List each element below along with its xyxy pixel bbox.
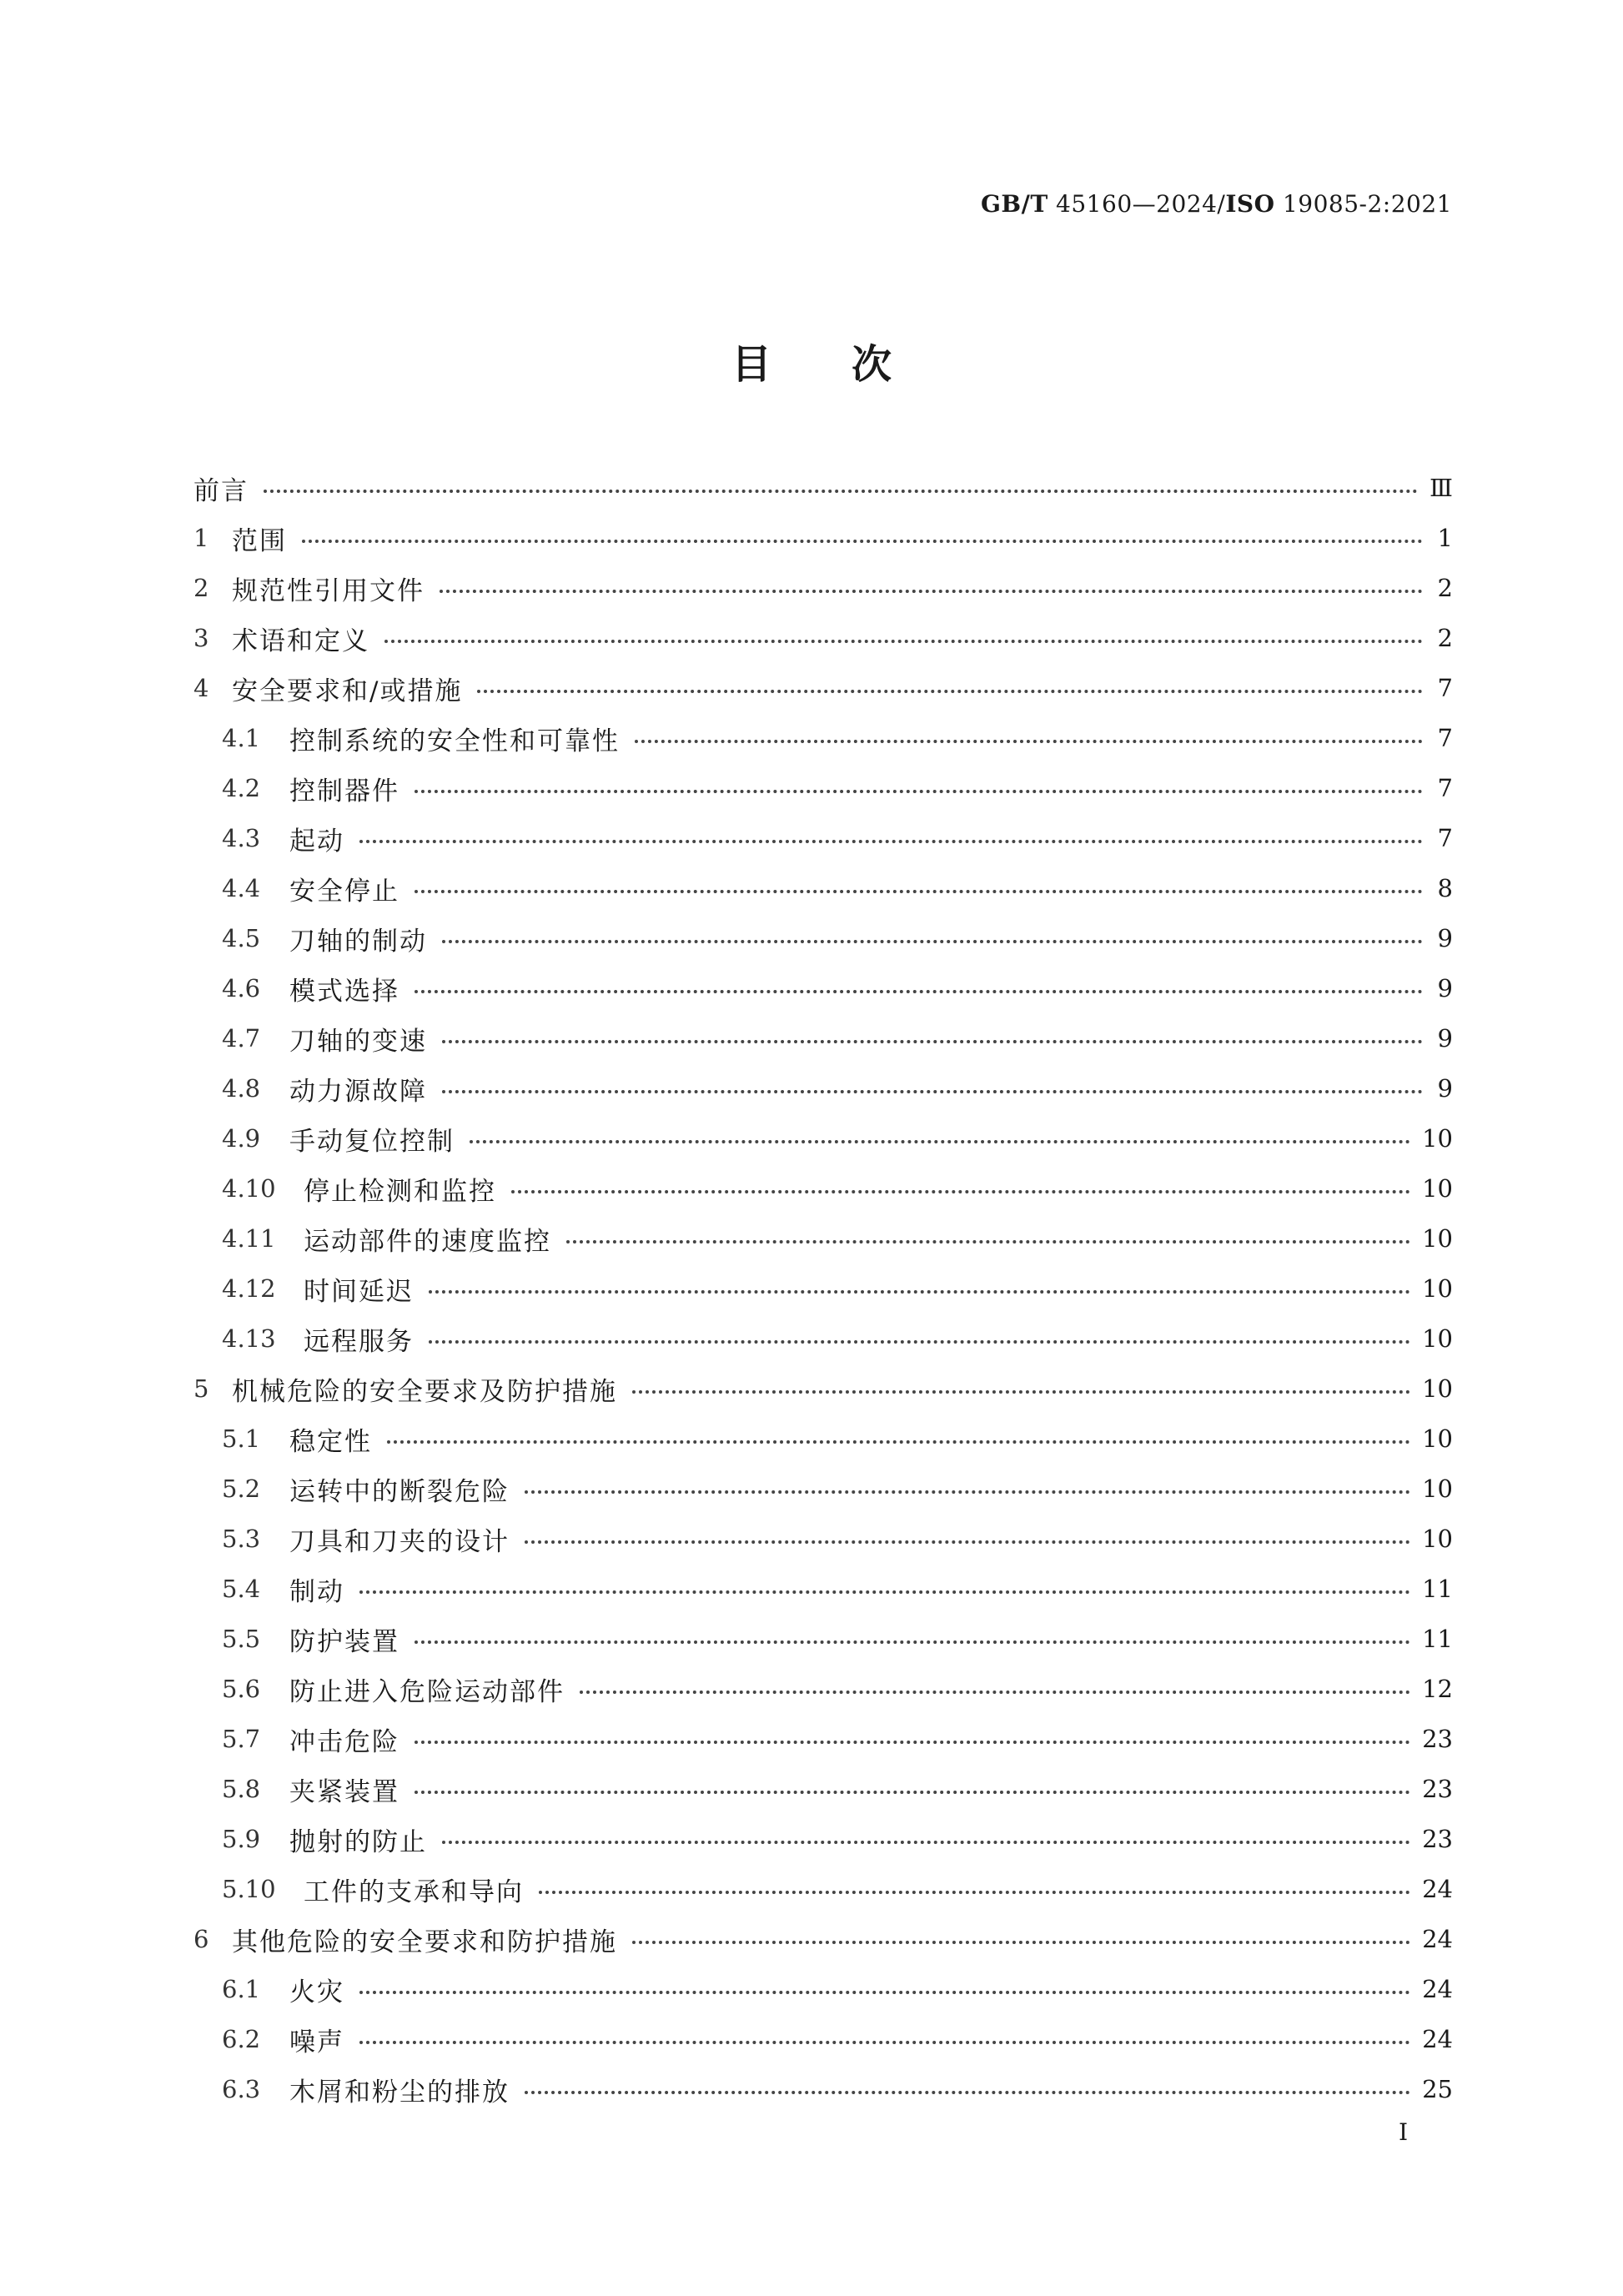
- dot-leader: [359, 2041, 1410, 2044]
- toc-entry-label: 机械危险的安全要求及防护措施: [232, 1376, 617, 1407]
- toc-entry-number: 5.8: [222, 1775, 261, 1803]
- toc-entry-number: 4.1: [222, 724, 261, 752]
- toc-entry-page: Ⅲ: [1430, 474, 1453, 502]
- toc-entry-page: 10: [1422, 1124, 1453, 1153]
- toc-entry-page: 9: [1437, 974, 1453, 1002]
- toc-entry-label: 夹紧装置: [289, 1776, 399, 1807]
- toc-entry[interactable]: [193, 1814, 1453, 1864]
- toc-entry[interactable]: [193, 1964, 1453, 2014]
- toc-entry-page: 8: [1437, 874, 1453, 902]
- toc-entry-page: 24: [1422, 1925, 1453, 1953]
- toc-entry[interactable]: [193, 1163, 1453, 1213]
- dot-leader: [415, 1640, 1410, 1644]
- toc-entry-page: 10: [1422, 1525, 1453, 1553]
- toc-entry-label: 规范性引用文件: [232, 575, 425, 606]
- dot-leader: [359, 1590, 1410, 1594]
- toc-entry-page: 7: [1437, 674, 1453, 702]
- toc-entry-label: 控制器件: [289, 776, 399, 806]
- toc-entry-page: 10: [1422, 1324, 1453, 1353]
- dot-leader: [415, 1791, 1410, 1794]
- toc-entry[interactable]: [193, 1013, 1453, 1063]
- dot-leader: [511, 1190, 1410, 1193]
- dot-leader: [525, 2091, 1410, 2094]
- dot-leader: [470, 1140, 1410, 1143]
- toc-entry-number: 5.9: [222, 1825, 261, 1853]
- dot-leader: [580, 1691, 1410, 1694]
- toc-entry[interactable]: [193, 1063, 1453, 1113]
- toc-entry[interactable]: [193, 2064, 1453, 2114]
- dot-leader: [442, 1090, 1423, 1093]
- toc-entry[interactable]: [193, 913, 1453, 963]
- dot-leader: [415, 890, 1423, 893]
- dot-leader: [442, 940, 1423, 943]
- toc-entry-label: 工件的支承和导向: [304, 1876, 524, 1907]
- toc-entry-label: 模式选择: [289, 976, 399, 1007]
- toc-entry[interactable]: [193, 513, 1453, 563]
- toc-entry-number: 5.5: [222, 1625, 261, 1653]
- toc-entry-label: 手动复位控制: [289, 1126, 455, 1157]
- dot-leader: [539, 1891, 1410, 1894]
- toc-entry-number: 4.4: [222, 874, 261, 902]
- toc-entry-label: 远程服务: [304, 1326, 414, 1357]
- toc-entry-number: 4.10: [222, 1174, 276, 1203]
- dot-leader: [635, 740, 1423, 743]
- toc-entry[interactable]: [193, 1314, 1453, 1364]
- toc-entry-page: 7: [1437, 774, 1453, 802]
- dot-leader: [440, 590, 1423, 593]
- toc-entry-number: 4.3: [222, 824, 261, 852]
- page-number: Ⅰ: [1398, 2118, 1408, 2146]
- toc-entry-label: 刀具和刀夹的设计: [289, 1526, 510, 1557]
- toc-entry-page: 9: [1437, 1074, 1453, 1103]
- toc-entry[interactable]: [193, 1914, 1453, 1964]
- toc-entry[interactable]: [193, 863, 1453, 913]
- toc-entry-number: 3: [193, 624, 209, 652]
- toc-entry-number: 5.7: [222, 1725, 261, 1753]
- table-of-contents: [193, 463, 1453, 2114]
- toc-entry[interactable]: [193, 1414, 1453, 1464]
- dot-leader: [442, 1040, 1423, 1043]
- dot-leader: [632, 1941, 1410, 1944]
- dot-leader: [264, 490, 1418, 493]
- toc-entry-page: 10: [1422, 1475, 1453, 1503]
- toc-entry-number: 6.2: [222, 2025, 261, 2053]
- toc-entry[interactable]: [193, 1864, 1453, 1914]
- toc-entry[interactable]: [193, 713, 1453, 763]
- toc-entry-number: 4.8: [222, 1074, 261, 1103]
- toc-entry[interactable]: [193, 1614, 1453, 1664]
- toc-entry-label: 刀轴的制动: [289, 926, 427, 957]
- toc-entry-label: 冲击危险: [289, 1726, 399, 1757]
- toc-entry-number: 6: [193, 1925, 209, 1953]
- toc-entry-label: 安全停止: [289, 876, 399, 907]
- toc-entry[interactable]: [193, 1564, 1453, 1614]
- dot-leader: [525, 1490, 1410, 1494]
- toc-entry-label: 控制系统的安全性和可靠性: [289, 726, 620, 756]
- toc-entry-number: 4.11: [222, 1224, 276, 1253]
- toc-entry[interactable]: [193, 1213, 1453, 1264]
- toc-entry[interactable]: [193, 2014, 1453, 2064]
- toc-entry-page: 11: [1422, 1625, 1453, 1653]
- dot-leader: [415, 1741, 1410, 1744]
- toc-entry-page: 9: [1437, 924, 1453, 952]
- toc-entry[interactable]: [193, 1464, 1453, 1514]
- toc-entry-label: 稳定性: [289, 1426, 372, 1457]
- toc-entry[interactable]: [193, 963, 1453, 1013]
- toc-entry-number: 4.2: [222, 774, 261, 802]
- toc-entry-number: 1: [193, 524, 209, 552]
- dot-leader: [566, 1240, 1410, 1243]
- toc-entry-label: 前言: [193, 475, 249, 506]
- toc-entry[interactable]: [193, 813, 1453, 863]
- toc-entry-label: 安全要求和/或措施: [232, 676, 463, 706]
- dot-leader: [429, 1340, 1410, 1344]
- toc-entry[interactable]: [193, 613, 1453, 663]
- toc-entry[interactable]: [193, 463, 1453, 513]
- toc-entry-number: 5: [193, 1374, 209, 1403]
- toc-entry-page: 10: [1422, 1274, 1453, 1303]
- toc-entry-number: 4.6: [222, 974, 261, 1002]
- dot-leader: [387, 1440, 1410, 1444]
- toc-entry-label: 防护装置: [289, 1626, 399, 1657]
- page-title: 目次: [731, 341, 972, 388]
- dot-leader: [302, 540, 1423, 543]
- toc-entry-label: 刀轴的变速: [289, 1026, 427, 1057]
- toc-entry[interactable]: [193, 1113, 1453, 1163]
- toc-entry-page: 25: [1422, 2075, 1453, 2103]
- toc-entry-page: 2: [1437, 624, 1453, 652]
- toc-entry-number: 5.4: [222, 1575, 261, 1603]
- toc-entry-page: 12: [1422, 1675, 1453, 1703]
- toc-entry[interactable]: [193, 563, 1453, 613]
- dot-leader: [632, 1390, 1410, 1394]
- toc-entry-page: 10: [1422, 1174, 1453, 1203]
- toc-entry-page: 10: [1422, 1424, 1453, 1453]
- toc-entry[interactable]: [193, 1714, 1453, 1764]
- toc-entry-label: 防止进入危险运动部件: [289, 1676, 565, 1707]
- toc-entry-label: 停止检测和监控: [304, 1176, 496, 1207]
- toc-entry-label: 起动: [289, 826, 344, 857]
- toc-entry-page: 11: [1422, 1575, 1453, 1603]
- toc-entry-number: 4.7: [222, 1024, 261, 1053]
- dot-leader: [415, 790, 1423, 793]
- toc-entry-number: 6.3: [222, 2075, 261, 2103]
- toc-entry-label: 其他危险的安全要求和防护措施: [232, 1927, 617, 1957]
- toc-entry-number: 5.6: [222, 1675, 261, 1703]
- toc-entry-page: 23: [1422, 1775, 1453, 1803]
- toc-entry-page: 24: [1422, 1875, 1453, 1903]
- toc-entry[interactable]: [193, 1764, 1453, 1814]
- toc-entry-number: 4.5: [222, 924, 261, 952]
- standard-code: [981, 190, 1452, 218]
- toc-entry-page: 10: [1422, 1224, 1453, 1253]
- toc-entry-number: 6.1: [222, 1975, 261, 2003]
- toc-entry-page: 23: [1422, 1825, 1453, 1853]
- toc-entry-page: 24: [1422, 2025, 1453, 2053]
- toc-entry-number: 4.13: [222, 1324, 276, 1353]
- toc-entry-label: 运转中的断裂危险: [289, 1476, 510, 1507]
- toc-entry-label: 制动: [289, 1576, 344, 1607]
- standard-code-number: 45160—2024/: [1048, 190, 1226, 218]
- toc-entry[interactable]: [193, 1264, 1453, 1314]
- toc-entry-page: 10: [1422, 1374, 1453, 1403]
- toc-entry-page: 1: [1437, 524, 1453, 552]
- toc-entry[interactable]: [193, 1664, 1453, 1714]
- dot-leader: [359, 840, 1423, 843]
- toc-entry-number: 5.3: [222, 1525, 261, 1553]
- toc-entry-label: 噪声: [289, 2027, 344, 2057]
- toc-entry-page: 7: [1437, 824, 1453, 852]
- toc-entry-label: 木屑和粉尘的排放: [289, 2077, 510, 2108]
- iso-number: 19085-2:2021: [1274, 190, 1452, 218]
- toc-entry-page: 23: [1422, 1725, 1453, 1753]
- toc-entry[interactable]: [193, 663, 1453, 713]
- dot-leader: [384, 640, 1423, 643]
- toc-entry-number: 4: [193, 674, 209, 702]
- toc-entry-page: 24: [1422, 1975, 1453, 2003]
- toc-entry-label: 范围: [232, 525, 287, 556]
- dot-leader: [429, 1290, 1410, 1294]
- toc-entry-label: 运动部件的速度监控: [304, 1226, 551, 1257]
- dot-leader: [359, 1991, 1410, 1994]
- toc-entry-label: 时间延迟: [304, 1276, 414, 1307]
- toc-entry-page: 7: [1437, 724, 1453, 752]
- toc-entry[interactable]: [193, 1364, 1453, 1414]
- toc-entry-number: 4.9: [222, 1124, 261, 1153]
- standard-code-prefix: GB/T: [981, 190, 1048, 218]
- dot-leader: [442, 1841, 1410, 1844]
- toc-entry-number: 2: [193, 574, 209, 602]
- toc-entry-number: 4.12: [222, 1274, 276, 1303]
- toc-entry[interactable]: [193, 763, 1453, 813]
- toc-entry-label: 术语和定义: [232, 625, 369, 656]
- toc-entry-number: 5.2: [222, 1475, 261, 1503]
- dot-leader: [477, 690, 1423, 693]
- toc-entry-page: 9: [1437, 1024, 1453, 1053]
- dot-leader: [415, 990, 1423, 993]
- toc-entry-label: 抛射的防止: [289, 1826, 427, 1857]
- toc-entry-label: 火灾: [289, 1977, 344, 2007]
- toc-entry-number: 5.1: [222, 1424, 261, 1453]
- toc-entry-number: 5.10: [222, 1875, 276, 1903]
- toc-entry-label: 动力源故障: [289, 1076, 427, 1107]
- iso-prefix: ISO: [1225, 190, 1275, 218]
- dot-leader: [525, 1540, 1410, 1544]
- toc-entry[interactable]: [193, 1514, 1453, 1564]
- toc-entry-page: 2: [1437, 574, 1453, 602]
